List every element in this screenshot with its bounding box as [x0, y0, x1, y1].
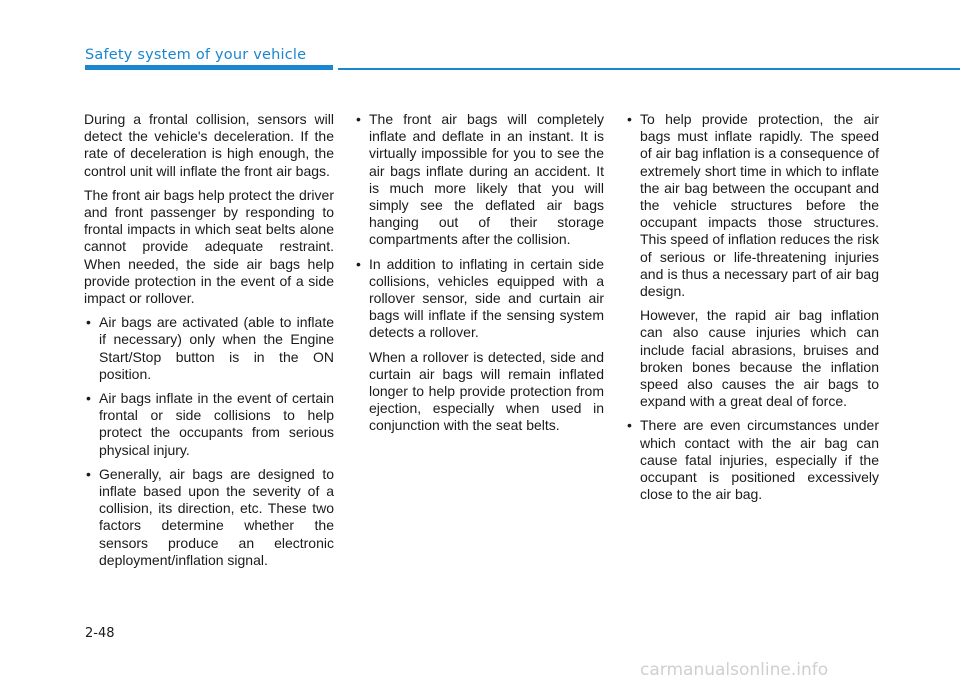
bullet-text: Air bags inflate in the event of certain frontal or side collisions to help protect the occupants from serious physical injury. — [99, 390, 334, 458]
page-number: 2-48 — [85, 626, 115, 641]
bullet-icon: • — [86, 465, 91, 482]
bullet-item — [625, 417, 879, 503]
bullet-item — [625, 111, 879, 300]
bullet-icon: • — [627, 111, 632, 127]
bullet-text: There are even circumstances under which contact with the air bag can cause fatal injuries, especially if the occupant is positioned excessively close to the air bag. — [640, 417, 879, 503]
bullet-item — [84, 466, 334, 569]
header-rule-line — [338, 68, 960, 70]
header-accent-bar — [85, 65, 333, 70]
paragraph: During a frontal collision, sensors will detect the vehicle's deceleration. If the rate of deceleration is high enough, the control unit will inflate the front air bags. — [84, 111, 334, 179]
bullet-text: In addition to inflating in certain side collisions, vehicles equipped with a rollover sensor, side and curtain air bags will inflate if the sensing system detects a rollover. — [369, 255, 604, 341]
bullet-icon: • — [627, 417, 632, 434]
text-column-2 — [354, 111, 604, 442]
bullet-icon: • — [356, 255, 361, 272]
section-title: Safety system of your vehicle — [85, 47, 307, 63]
bullet-item — [84, 390, 334, 459]
bullet-text: To help provide protection, the air bags must inflate rapidly. The speed of air bag inflation is a consequence of extremely short time in which to inflate the air bag between the occupant and the vehicle structures before the occupant impacts those structures. This speed of inflation reduces the risk of serious or life-threatening injuries and is thus a necessary part of air bag design. — [640, 111, 879, 300]
bullet-icon: • — [86, 390, 91, 407]
text-column-1 — [84, 111, 334, 576]
bullet-continuation: When a rollover is detected, side and curtain air bags will remain inflated longer to help provide protection from ejection, especially when used in conjunction with the seat belts. — [369, 348, 604, 434]
watermark-text: carmanualsonline.info — [640, 660, 829, 680]
text-column-3 — [625, 111, 879, 510]
bullet-text: Air bags are activated (able to inflate if necessary) only when the Engine Start/Stop button is in the ON position. — [99, 314, 334, 382]
bullet-item — [84, 314, 334, 383]
bullet-icon: • — [356, 111, 361, 127]
bullet-text: The front air bags will completely inflate and deflate in an instant. It is virtually impossible for you to see the air bags inflate during an accident. It is much more likely that you will simply see the deflated air bags hanging out of their storage compartments after the collision. — [369, 111, 604, 248]
page-header — [0, 0, 960, 80]
bullet-icon: • — [86, 314, 91, 331]
bullet-text: Generally, air bags are designed to inflate based upon the severity of a collision, its direction, etc. These two factors determine whether the sensors produce an electronic deployment/inflation signal. — [99, 465, 334, 568]
bullet-item — [354, 256, 604, 342]
paragraph: The front air bags help protect the driver and front passenger by responding to frontal impacts in which seat belts alone cannot provide adequate restraint. When needed, the side air bags help provide protection in the event of a side impact or rollover. — [84, 186, 334, 307]
bullet-item — [354, 111, 604, 249]
bullet-continuation: However, the rapid air bag inflation can also cause injuries which can include facial abrasions, bruises and broken bones because the inflation speed also causes the air bags to expand with a great deal of force. — [640, 307, 879, 410]
